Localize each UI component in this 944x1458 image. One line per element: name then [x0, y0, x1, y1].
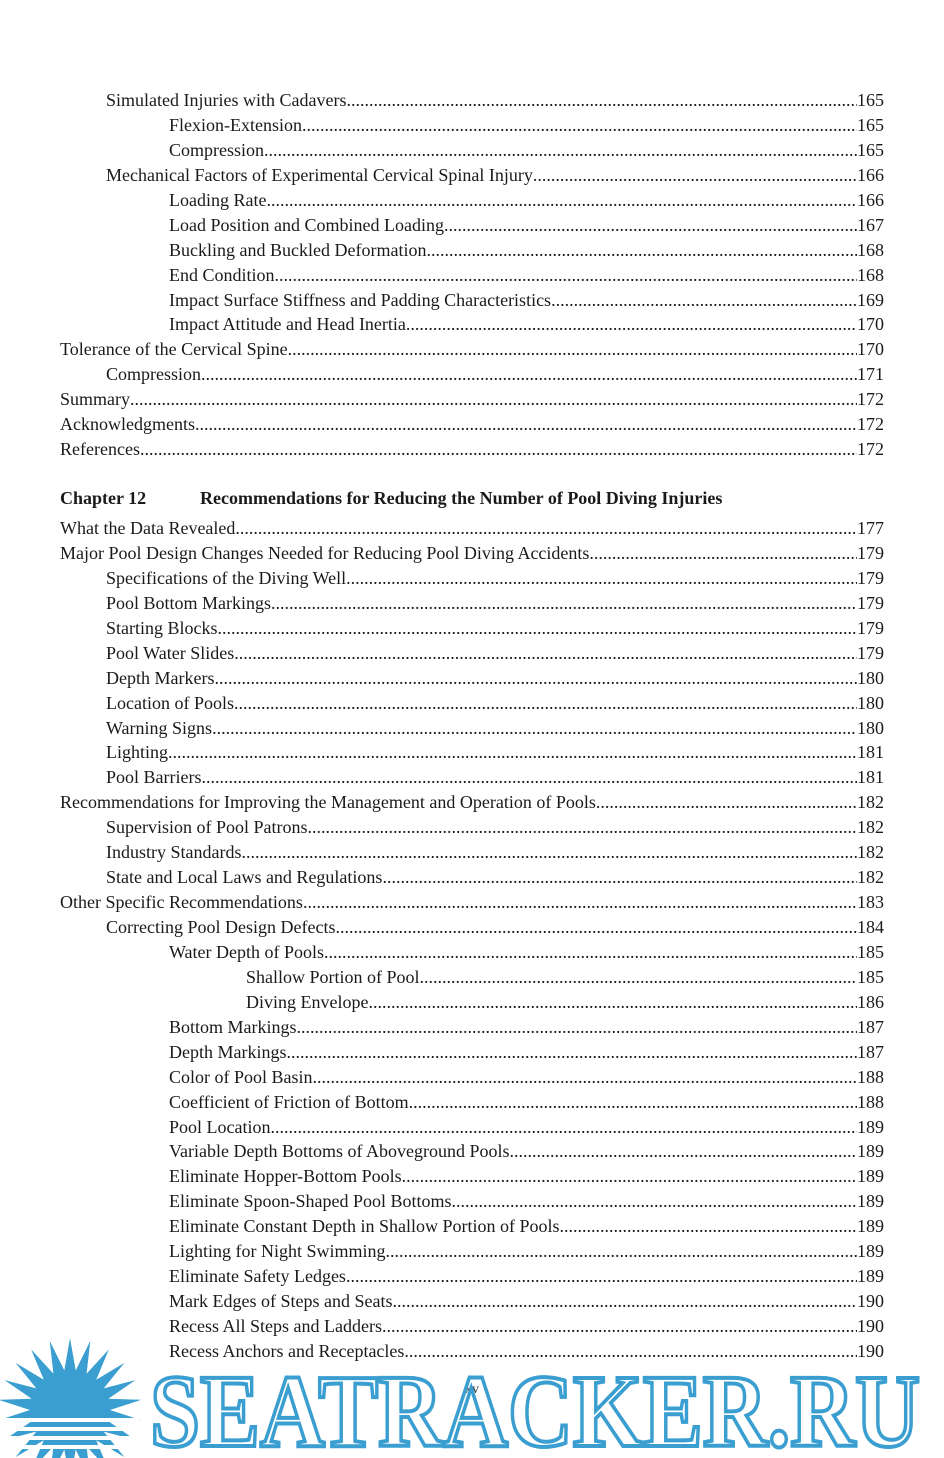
toc-entry-page: 185	[857, 966, 884, 987]
toc-entry-title: Recess All Steps and Ladders	[169, 1316, 382, 1336]
toc-entry-page: 188	[857, 1066, 884, 1087]
dot-leader	[201, 362, 857, 387]
toc-entry-title: Load Position and Combined Loading	[169, 214, 444, 235]
toc-entry-title: Impact Attitude and Head Inertia	[169, 314, 406, 335]
toc-entry-page: 168	[857, 264, 884, 285]
toc-entry-title: Shallow Portion of Pool	[246, 966, 420, 987]
toc-entry[interactable]	[60, 312, 884, 337]
toc-entry-title: Summary	[60, 389, 130, 410]
dot-leader	[201, 765, 857, 790]
toc-entry[interactable]	[60, 865, 884, 890]
dot-leader	[346, 88, 857, 113]
dot-leader	[409, 1090, 857, 1115]
toc-entry-page: 182	[857, 842, 884, 863]
dot-leader	[302, 113, 857, 138]
watermark-logo	[0, 1318, 944, 1458]
toc-section-continued	[60, 88, 884, 462]
toc-entry[interactable]	[60, 1090, 884, 1115]
toc-entry-page: 189	[857, 1266, 884, 1287]
toc-entry[interactable]	[60, 541, 884, 566]
toc-entry-page: 187	[857, 1016, 884, 1037]
page-number: xv	[465, 1382, 479, 1397]
toc-entry[interactable]	[60, 1289, 884, 1314]
chapter-title: Recommendations for Reducing the Number of Pool Diving Injuries	[200, 488, 723, 508]
toc-entry-title: Eliminate Safety Ledges	[169, 1266, 346, 1287]
toc-entry-title: Impact Surface Stiffness and Padding Characteristics	[169, 289, 552, 310]
toc-entry-title: Diving Envelope	[246, 991, 369, 1012]
toc-entry-title: Eliminate Hopper-Bottom Pools	[169, 1166, 402, 1187]
toc-entry-title: Pool Location	[169, 1116, 271, 1137]
toc-entry-page: 187	[857, 1041, 884, 1062]
toc-entry-title: Color of Pool Basin	[169, 1066, 313, 1087]
toc-entry[interactable]	[60, 1040, 884, 1065]
toc-entry-page: 185	[857, 941, 884, 962]
toc-entry-page: 190	[857, 1340, 884, 1361]
toc-entry[interactable]	[60, 1164, 884, 1189]
toc-section-chapter-12	[60, 516, 884, 1364]
toc-entry-title: Lighting	[106, 742, 168, 763]
toc-entry[interactable]	[60, 840, 884, 865]
toc-entry[interactable]	[60, 616, 884, 641]
toc-entry-page: 165	[857, 139, 884, 160]
dot-leader	[368, 990, 857, 1015]
dot-leader	[402, 1164, 857, 1189]
dot-leader	[346, 566, 857, 591]
dot-leader	[596, 790, 857, 815]
toc-entry-page: 182	[857, 792, 884, 813]
toc-entry[interactable]	[60, 1139, 884, 1164]
toc-entry-title: Compression	[169, 139, 265, 160]
toc-entry-title: Recommendations for Improving the Management and Operation of Pools	[60, 792, 596, 813]
toc-entry[interactable]	[60, 890, 884, 915]
dot-leader	[346, 1264, 857, 1289]
toc-entry-page: 189	[857, 1191, 884, 1212]
dot-leader	[288, 337, 857, 362]
toc-entry[interactable]	[60, 163, 884, 188]
toc-entry[interactable]	[60, 337, 884, 362]
toc-entry-page: 184	[857, 917, 884, 937]
dot-leader	[560, 1214, 858, 1239]
toc-entry-page: 172	[857, 414, 884, 435]
toc-entry-title: Other Specific Recommendations	[60, 892, 303, 913]
dot-leader	[266, 188, 857, 213]
dot-leader	[275, 263, 857, 288]
dot-leader	[195, 412, 857, 437]
toc-entry-title: Specifications of the Diving Well	[106, 567, 347, 588]
toc-entry-page: 189	[857, 1241, 884, 1262]
toc-entry[interactable]	[60, 113, 884, 138]
toc-entry-title: End Condition	[169, 264, 275, 285]
toc-entry-title: Recess Anchors and Receptacles	[169, 1340, 405, 1361]
toc-entry[interactable]	[60, 940, 884, 965]
dot-leader	[324, 940, 857, 965]
toc-entry-page: 183	[857, 892, 884, 913]
toc-entry-title: Industry Standards	[106, 842, 242, 863]
toc-entry[interactable]	[60, 990, 884, 1015]
toc-entry[interactable]	[60, 740, 884, 765]
toc-entry-title: Location of Pools	[106, 692, 234, 713]
toc-entry-page: 190	[857, 1316, 884, 1336]
toc-entry[interactable]	[60, 641, 884, 666]
toc-entry-page: 165	[857, 90, 884, 110]
dot-leader	[297, 1015, 857, 1040]
dot-leader	[308, 815, 857, 840]
toc-entry[interactable]	[60, 691, 884, 716]
dot-leader	[286, 1040, 857, 1065]
toc-entry[interactable]	[60, 412, 884, 437]
toc-entry[interactable]	[60, 965, 884, 990]
toc-entry-title: Correcting Pool Design Defects	[106, 917, 336, 937]
toc-entry-title: Pool Bottom Markings	[106, 592, 272, 613]
toc-entry[interactable]	[60, 288, 884, 313]
toc-entry-page: 165	[857, 114, 884, 135]
toc-entry-title: Pool Water Slides	[106, 642, 235, 663]
dot-leader	[234, 691, 857, 716]
toc-entry-page: 171	[857, 364, 884, 385]
toc-entry[interactable]	[60, 516, 884, 541]
toc-entry[interactable]	[60, 1239, 884, 1264]
toc-entry-page: 189	[857, 1166, 884, 1187]
toc-entry-title: Tolerance of the Cervical Spine	[60, 339, 288, 360]
toc-entry[interactable]	[60, 790, 884, 815]
dot-leader	[271, 591, 857, 616]
toc-entry-page: 179	[857, 567, 884, 588]
dot-leader	[335, 915, 857, 940]
toc-entry-page: 166	[857, 164, 884, 185]
toc-entry-page: 167	[857, 214, 884, 235]
toc-entry-page: 182	[857, 817, 884, 838]
toc-entry[interactable]	[60, 716, 884, 741]
toc-entry[interactable]	[60, 1214, 884, 1239]
toc-entry-title: What the Data Revealed	[60, 518, 236, 538]
toc-entry-page: 181	[857, 767, 884, 788]
toc-entry-title: Mark Edges of Steps and Seats	[169, 1291, 393, 1312]
toc-entry-title: Eliminate Spoon-Shaped Pool Bottoms	[169, 1191, 452, 1212]
dot-leader	[313, 1065, 857, 1090]
toc-entry[interactable]	[60, 815, 884, 840]
dot-leader	[168, 740, 857, 765]
toc-entry-title: Flexion-Extension	[169, 114, 302, 135]
dot-leader	[303, 890, 857, 915]
toc-entry-title: Water Depth of Pools	[169, 941, 325, 962]
toc-entry[interactable]	[60, 88, 884, 113]
toc-entry[interactable]	[60, 188, 884, 213]
toc-entry[interactable]	[60, 591, 884, 616]
toc-entry-page: 179	[857, 542, 884, 563]
toc-entry-title: Eliminate Constant Depth in Shallow Portion of Pools	[169, 1216, 560, 1237]
toc-entry-page: 172	[857, 389, 884, 410]
toc-entry[interactable]	[60, 213, 884, 238]
dot-leader	[589, 541, 857, 566]
chapter-number: Chapter 12	[60, 488, 147, 508]
toc-entry[interactable]	[60, 1115, 884, 1140]
toc-entry[interactable]	[60, 1015, 884, 1040]
toc-entry[interactable]	[60, 915, 884, 940]
toc-entry-title: Variable Depth Bottoms of Aboveground Pools	[169, 1141, 510, 1162]
toc-entry-title: State and Local Laws and Regulations	[106, 867, 383, 888]
dot-leader	[509, 1139, 857, 1164]
dot-leader	[140, 437, 857, 462]
toc-entry-title: Warning Signs	[106, 717, 213, 738]
dot-leader	[444, 213, 857, 238]
toc-entry-page: 188	[857, 1091, 884, 1112]
toc-entry-title: Depth Markings	[169, 1041, 287, 1062]
dot-leader	[406, 312, 857, 337]
dot-leader	[420, 965, 857, 990]
toc-entry[interactable]	[60, 362, 884, 387]
dot-leader	[452, 1189, 858, 1214]
toc-entry-title: Acknowledgments	[60, 414, 195, 435]
toc-entry-title: Bottom Markings	[169, 1016, 297, 1037]
toc-entry-title: Coefficient of Friction of Bottom	[169, 1091, 409, 1112]
toc-entry-page: 189	[857, 1116, 884, 1137]
toc-entry[interactable]	[60, 1189, 884, 1214]
toc-entry-page: 190	[857, 1291, 884, 1312]
toc-entry-page: 166	[857, 189, 884, 210]
toc-entry[interactable]	[60, 765, 884, 790]
toc-entry-page: 177	[857, 518, 884, 538]
dot-leader	[386, 1239, 857, 1264]
toc-entry-title: Pool Barriers	[106, 767, 202, 788]
toc-entry-title: Supervision of Pool Patrons	[106, 817, 308, 838]
toc-entry-page: 180	[857, 692, 884, 713]
toc-entry-title: Loading Rate	[169, 189, 267, 210]
dot-leader	[271, 1115, 858, 1140]
toc-entry-page: 186	[857, 991, 884, 1012]
toc-entry-title: Simulated Injuries with Cadavers	[106, 90, 347, 110]
toc-entry-page: 179	[857, 617, 884, 638]
dot-leader	[382, 865, 857, 890]
toc-entry-page: 180	[857, 717, 884, 738]
watermark-text: SEATRACKER.RU	[150, 1354, 920, 1458]
toc-entry-title: References	[60, 439, 140, 460]
dot-leader	[426, 238, 857, 263]
sun-icon	[0, 1338, 141, 1458]
toc-entry[interactable]	[60, 566, 884, 591]
toc-entry-title: Lighting for Night Swimming	[169, 1241, 386, 1262]
toc-entry-title: Major Pool Design Changes Needed for Reducing Pool Diving Accidents	[60, 542, 590, 563]
toc-entry[interactable]	[60, 1264, 884, 1289]
toc-entry-page: 189	[857, 1141, 884, 1162]
toc-entry-title: Starting Blocks	[106, 617, 218, 638]
toc-entry-page: 189	[857, 1216, 884, 1237]
dot-leader	[235, 516, 857, 541]
toc-entry-title: Depth Markers	[106, 667, 215, 688]
toc-entry-page: 179	[857, 642, 884, 663]
toc-entry-page: 180	[857, 667, 884, 688]
toc-entry-page: 170	[857, 314, 884, 335]
dot-leader	[392, 1289, 857, 1314]
toc-entry-page: 182	[857, 867, 884, 888]
toc-entry[interactable]	[60, 138, 884, 163]
dot-leader	[218, 616, 858, 641]
toc-entry-page: 181	[857, 742, 884, 763]
dot-leader	[234, 641, 857, 666]
dot-leader	[214, 666, 857, 691]
toc-entry[interactable]	[60, 238, 884, 263]
dot-leader	[130, 387, 857, 412]
toc-entry-page: 172	[857, 439, 884, 460]
toc-entry[interactable]	[60, 387, 884, 412]
dot-leader	[264, 138, 857, 163]
toc-entry-page: 179	[857, 592, 884, 613]
toc-entry-page: 170	[857, 339, 884, 360]
dot-leader	[241, 840, 857, 865]
toc-entry-page: 169	[857, 289, 884, 310]
toc-entry[interactable]	[60, 263, 884, 288]
toc-entry[interactable]	[60, 437, 884, 462]
toc-entry[interactable]	[60, 666, 884, 691]
chapter-heading	[60, 486, 884, 510]
toc-entry-page: 168	[857, 239, 884, 260]
toc-entry[interactable]	[60, 1065, 884, 1090]
toc-entry-title: Buckling and Buckled Deformation	[169, 239, 427, 260]
dot-leader	[533, 163, 857, 188]
toc-entry-title: Mechanical Factors of Experimental Cervical Spinal Injury	[106, 164, 533, 185]
toc-entry-title: Compression	[106, 364, 202, 385]
dot-leader	[551, 288, 857, 313]
dot-leader	[212, 716, 857, 741]
